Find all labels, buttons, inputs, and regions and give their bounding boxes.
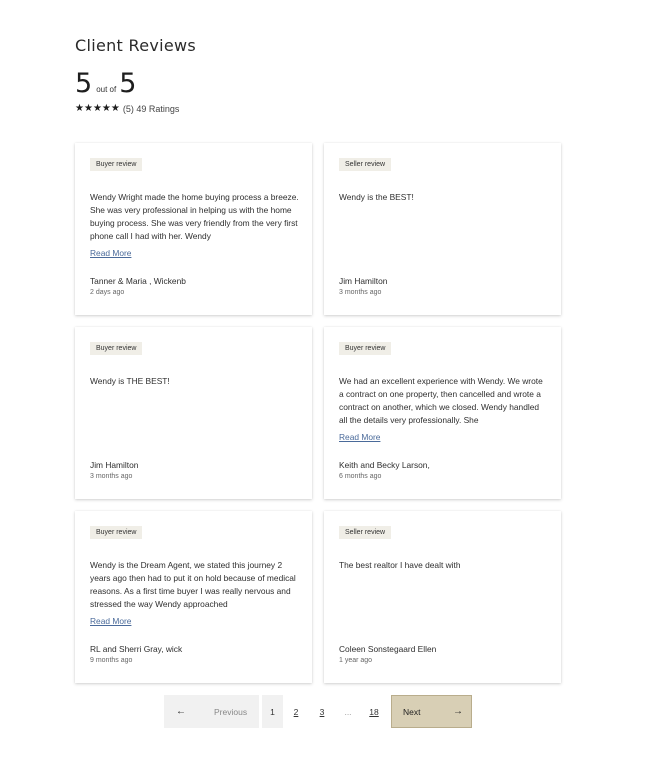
review-date: 9 months ago	[90, 657, 133, 664]
star-icon: ★	[83, 103, 93, 114]
review-type-badge: Buyer review	[90, 526, 142, 539]
previous-label: Previous	[214, 706, 248, 717]
review-text: Wendy is the Dream Agent, we stated this journey 2 years ago then had to put it on hold because of medical reasons. As a first time buyer I was really nervous and stressed the way Wendy approached	[90, 560, 296, 609]
star-icon: ★	[101, 103, 111, 114]
star-icon: ★	[92, 103, 102, 114]
pagination-ellipsis: ...	[344, 706, 352, 717]
review-text: We had an excellent experience with Wendy. We wrote a contract on one property, then cancelled and wrote a contract on another, which we closed. Wendy handled all the details very professionally. She	[339, 376, 543, 425]
review-date: 2 days ago	[90, 289, 125, 296]
review-type-badge: Seller review	[339, 158, 391, 171]
review-card	[324, 143, 561, 315]
next-label: Next	[403, 706, 421, 717]
page-title: Client Reviews	[75, 36, 197, 55]
previous-button[interactable]	[164, 695, 259, 728]
page-3-link[interactable]: 3	[319, 706, 325, 717]
review-text: Wendy Wright made the home buying process a breeze. She was very professional in helping us with the home buying process. She was very friendly from the very first phone call I had with her. Wendy	[90, 192, 299, 241]
review-type-badge: Buyer review	[90, 342, 142, 355]
arrow-right-icon: →	[453, 706, 463, 717]
star-icon: ★	[110, 103, 120, 114]
review-text: Wendy is the BEST!	[339, 192, 414, 202]
next-button[interactable]	[391, 695, 472, 728]
rating-max: 5	[119, 68, 137, 99]
page-1-current[interactable]: 1	[262, 695, 283, 728]
read-more-link[interactable]: Read More	[90, 616, 132, 626]
review-card	[324, 327, 561, 499]
review-card	[75, 143, 312, 315]
star-icon: ★	[75, 103, 84, 114]
arrow-left-icon: ←	[176, 706, 186, 717]
review-type-badge: Buyer review	[339, 342, 391, 355]
rating-stars	[75, 104, 120, 114]
review-card	[324, 511, 561, 683]
page-18-link[interactable]: 18	[369, 706, 379, 717]
review-author: Keith and Becky Larson,	[339, 460, 430, 470]
review-author: Tanner & Maria , Wickenb	[90, 276, 186, 286]
rating-summary	[75, 70, 136, 97]
review-author: RL and Sherri Gray, wick	[90, 644, 183, 654]
pagination	[164, 695, 472, 728]
review-text: The best realtor I have dealt with	[339, 560, 461, 570]
review-text: Wendy is THE BEST!	[90, 376, 170, 386]
stars-row	[75, 104, 179, 114]
review-date: 3 months ago	[339, 289, 382, 296]
review-type-badge: Buyer review	[90, 158, 142, 171]
review-author: Jim Hamilton	[90, 460, 139, 470]
review-author: Coleen Sonstegaard Ellen	[339, 644, 437, 654]
review-author: Jim Hamilton	[339, 276, 388, 286]
rating-value: 5	[75, 68, 93, 99]
read-more-link[interactable]: Read More	[339, 432, 381, 442]
read-more-link[interactable]: Read More	[90, 248, 132, 258]
rating-count: (5) 49 Ratings	[122, 104, 180, 114]
review-card	[75, 511, 312, 683]
review-date: 6 months ago	[339, 473, 382, 480]
review-type-badge: Seller review	[339, 526, 391, 539]
review-card	[75, 327, 312, 499]
page-2-link[interactable]: 2	[293, 706, 299, 717]
review-date: 3 months ago	[90, 473, 133, 480]
out-of-label: out of	[96, 85, 117, 94]
review-date: 1 year ago	[339, 657, 373, 664]
